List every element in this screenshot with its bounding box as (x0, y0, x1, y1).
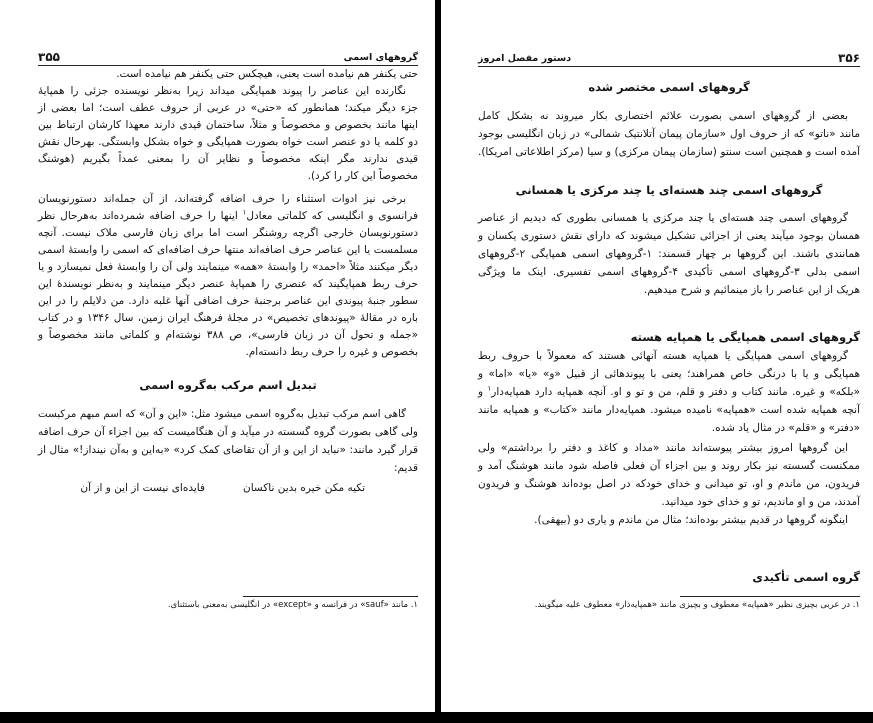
text-span: «بلکه» و غیره. مانند کتاب و دفتر و قلم، من و تو و او. آنچه همپایه دارد همپایه‌دار (491, 386, 860, 398)
footnote-marker: ۱ (487, 384, 492, 393)
footnote-rule (680, 596, 860, 597)
text-line: «جمله و تحول آن در زبان فارسی»، ص ۳۸۸ نوشته‌ام و کلماتی مانند مخصوصاً و (38, 329, 419, 341)
text-line: دستورنویسان خارجی اگرچه روشنگر است اما برای زبان فارسی ملاک نیست. آنچه (38, 227, 418, 239)
left-page (38, 0, 418, 712)
text-line: گروههای اسمی چند هسته‌ای یا چند مرکزی یا همسانی بطوری که دیدیم از عناصر (478, 212, 848, 224)
footnote: ۱. مانند «sauf» در فرانسه و «except» در انگلیسی به‌معنی باستثنای. (167, 600, 418, 610)
right-page (478, 0, 860, 712)
paragraph (478, 511, 860, 529)
text-line (478, 383, 860, 401)
page-gutter (435, 0, 441, 712)
running-head: دستور مفصل امروز (478, 52, 572, 64)
page-header (38, 49, 418, 65)
text-line: بخصوص و غیره را حرف ربط دانسته‌ام. (245, 346, 418, 358)
paragraph (38, 191, 418, 361)
text-line: سطور جنبهٔ پیوندی این عناصر برجنبهٔ حرف اضافی آنها غلبه دارد. من دلایلم را در این (38, 295, 418, 307)
text-line: اسمی بدلی ۳-گروههای اسمی تأکیدی ۴-گروههای اسمی تفسیری. اینک ما ویژگی (478, 266, 860, 278)
text-line: آمدند، من و او ماندیم، تو و خدای خود میدانید. (661, 496, 860, 508)
text-line: فریدون، من ماندم و او، تو میدانی و خدای خودکه در اصل بوده‌اند هوشنگ و فریدون (478, 478, 860, 490)
running-head: گروههای اسمی (343, 51, 418, 63)
text-line: همانندی باشند. این گروهها بر چهار قسمند: ۱-گروههای اسمی همپایگی ۲-گروههای (478, 248, 860, 260)
text-line: حتی یکنفر هم نیامده است یعنی، هیچکس حتی یکنفر هم نیامده است. (116, 68, 418, 80)
text-line: مسلمست یا این عناصر حرف اضافه‌اند منتها حرف اضافه‌ای که اسمی را وابستهٔ اسمی (38, 244, 418, 256)
section-heading: تبدیل اسم مرکب به‌گروه اسمی (139, 378, 317, 392)
header-rule (478, 66, 860, 67)
poem-hemistich-second: فایده‌ای نیست از این و از آن (80, 482, 205, 494)
section-heading: گروههای اسمی مختصر شده (588, 80, 750, 94)
text-line: ولی گاهی بصورت گروه گسسته در میآید و آن هنگامیست که بین اجزاء آن حرف اضافه (38, 426, 418, 438)
section-heading: گروه اسمی تأکیدی (752, 570, 860, 584)
section-heading: گروههای اسمی چند هسته‌ای یا چند مرکزی یا همسانی (515, 183, 823, 197)
paragraph (478, 347, 860, 437)
text-line: جزء دیگر میکند؛ همانطور که «حتی» در عربی از حروف عطف است؛ اما بعضی از (38, 102, 418, 114)
text-line: مخصوصاً این کار را کرد). (307, 170, 418, 182)
text-line (38, 208, 418, 225)
footnote-marker: ۱ (242, 208, 247, 217)
text-line: اینها مانند بخصوص و مخصوصاً و مثلاً، ساختمان قیدی دارند معهذا کارشان ارتباط بین (38, 119, 418, 131)
paragraph (478, 439, 860, 511)
text-line: هریک از این عناصر را باز مینمائیم و شرح میدهیم. (643, 284, 860, 296)
paragraph (478, 107, 860, 161)
poem-hemistich-first: تکیه مکن خیره بدین ناکسان (243, 482, 365, 494)
text-span: و (478, 386, 488, 398)
footnote: ۱. در عربی بچیزی نظیر «همپایه» معطوف و بچیزی مانند «همپایه‌دار» معطوف علیه میگویند. (534, 600, 860, 610)
text-line: آنچه همپایه شده است «همپایه» نامیده میشود. همپایه‌دار مانند «کتاب» و همپایه مانند (478, 404, 860, 416)
text-line: آمده است و همچنین است سنتو (سازمان پیمان مرکزی) و سیا (مرکز اطلاعاتی امریکا). (478, 146, 860, 158)
text-line: مانند «ناتو» که از حروف اول «سازمان پیمان آتلانتیک شمالی» در زبان انگلیسی بوجود (478, 128, 860, 140)
text-line: ممکنست گسسته نیز بکار روند و بین اجزاء آن فعلی فاصله شود مانند هوشنگ آمد و (478, 460, 860, 472)
text-line: نگارنده این عناصر را پیوند همپایگی میداند زیرا به‌نظر نویسنده جزئی را همپایهٔ (38, 85, 406, 97)
text-line: اینگونه گروهها در قدیم بیشتر بوده‌اند؛ مثال من ماندم و یاری دو (بیهقی). (534, 514, 848, 526)
page-number: ۳۵۵ (38, 50, 60, 64)
footnote-rule (243, 596, 418, 597)
paragraph (478, 209, 860, 299)
text-span: اینها را حرف اضافه شمرده‌اند به‌هرحال نظر (38, 210, 243, 222)
scan-border (0, 712, 873, 723)
paragraph (38, 66, 418, 185)
page-header (478, 50, 860, 66)
text-line: قرار گیرد مانند: «نباید از این و از آن تقاضای کمک کرد» «به‌این و به‌آن نینداز!» مثال از (38, 444, 418, 456)
text-line: گاهی اسم مرکب تبدیل به‌گروه اسمی میشود مثل: «این و آن» که اسم مبهم مرکبست (38, 408, 406, 420)
text-line: باره در مقالهٔ «پیوندهای تخصیص» در مجلهٔ فرهنگ ایران زمین، سال ۱۳۴۶ و در کتاب (38, 312, 418, 324)
text-line: همپایگی و یا با درنگی خاص همراهند؛ یعنی با پیوندهائی از قبیل «و» «یا» «اما» و (478, 368, 860, 380)
text-line: برخی نیز ادوات استثناء را حرف اضافه گرفته‌اند، از آن جمله‌اند دستورنویسان (38, 193, 406, 205)
poem-verse (38, 479, 418, 497)
text-line: حرف ربط همپایگیند که عنصری را همپایهٔ عنصر دیگر مینمایند و به‌نظر نویسندهٔ این (38, 278, 418, 290)
text-line: گروههای اسمی همپایگی یا همپایه هسته آنهائی هستند که معمولاً با حروف ربط (478, 350, 848, 362)
page-number: ۳۵۶ (838, 51, 860, 65)
text-line: قیدی ندارند مگر اینکه مخصوصاً و نظایر آن را بمعنی عمداً بگیریم (هوشنگ (38, 153, 418, 165)
section-heading: گروههای اسمی همپایگی یا همپایه هسته (630, 330, 860, 344)
text-line: همسان بوجود میآیند یعنی از اجزائی تشکیل میشوند که دارای نقش دستوری یکسان و (478, 230, 860, 242)
text-line: قدیم: (394, 462, 418, 474)
text-line: این گروهها امروز بیشتر پیوسته‌اند مانند «مداد و کاغذ و دفتر را برداشتم» ولی (478, 442, 848, 454)
text-line: «دفتر» و «قلم» در مثال یاد شده. (711, 422, 860, 434)
text-line: دو کلمه یا دو عنصر است خواه بصورت همپایگی و خواه بشکل وابستگی. بهرحال نقش (38, 136, 418, 148)
text-line: دیگر میکنند مثلاً «احمد» را وابستهٔ «همه» مینمایند ولی آن را وابستهٔ فعل نمیسازد و یا (38, 261, 418, 273)
paragraph (38, 405, 418, 477)
text-line: بعضی از گروههای اسمی بصورت علائم اختصاری بکار میروند نه بشکل کامل (478, 110, 848, 122)
text-span: فرانسوی و انگلیسی که کلماتی معادل (246, 210, 419, 222)
